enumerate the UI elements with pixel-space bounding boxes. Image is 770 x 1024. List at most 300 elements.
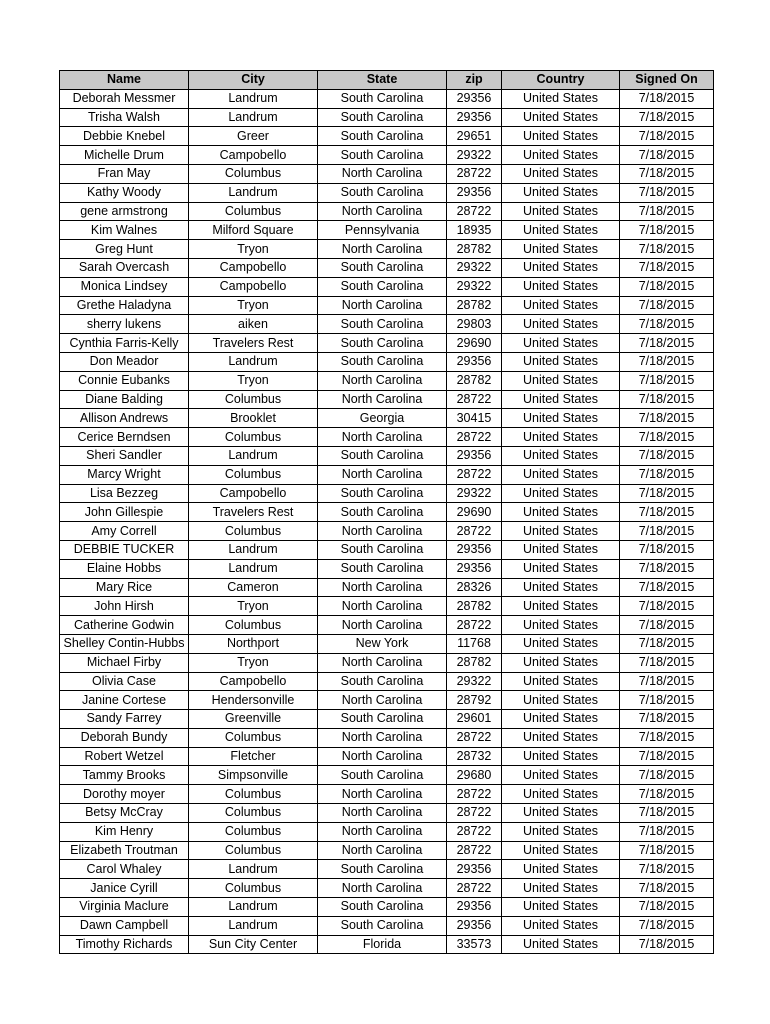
cell-signed-on: 7/18/2015 xyxy=(620,634,714,653)
cell-name: Tammy Brooks xyxy=(60,766,189,785)
cell-country: United States xyxy=(502,822,620,841)
cell-name: Sandy Farrey xyxy=(60,710,189,729)
cell-name: Janine Cortese xyxy=(60,691,189,710)
column-header-zip: zip xyxy=(447,71,502,90)
cell-city: Fletcher xyxy=(189,747,318,766)
cell-country: United States xyxy=(502,860,620,879)
cell-country: United States xyxy=(502,296,620,315)
cell-state: Florida xyxy=(318,935,447,954)
cell-country: United States xyxy=(502,465,620,484)
cell-state: South Carolina xyxy=(318,108,447,127)
cell-state: South Carolina xyxy=(318,258,447,277)
cell-zip: 29356 xyxy=(447,446,502,465)
cell-zip: 29680 xyxy=(447,766,502,785)
cell-zip: 29356 xyxy=(447,898,502,917)
cell-city: Landrum xyxy=(189,89,318,108)
cell-country: United States xyxy=(502,747,620,766)
table-row xyxy=(60,484,714,503)
cell-name: Elizabeth Troutman xyxy=(60,841,189,860)
cell-signed-on: 7/18/2015 xyxy=(620,540,714,559)
cell-name: Monica Lindsey xyxy=(60,277,189,296)
cell-state: South Carolina xyxy=(318,672,447,691)
cell-zip: 29601 xyxy=(447,710,502,729)
cell-zip: 29356 xyxy=(447,540,502,559)
cell-city: aiken xyxy=(189,315,318,334)
cell-zip: 29322 xyxy=(447,672,502,691)
cell-city: Sun City Center xyxy=(189,935,318,954)
cell-zip: 33573 xyxy=(447,935,502,954)
table-row xyxy=(60,465,714,484)
table-row xyxy=(60,108,714,127)
cell-zip: 29356 xyxy=(447,89,502,108)
cell-signed-on: 7/18/2015 xyxy=(620,202,714,221)
cell-state: South Carolina xyxy=(318,559,447,578)
cell-zip: 28722 xyxy=(447,879,502,898)
cell-zip: 28722 xyxy=(447,202,502,221)
cell-city: Tryon xyxy=(189,653,318,672)
cell-country: United States xyxy=(502,428,620,447)
cell-state: North Carolina xyxy=(318,578,447,597)
cell-country: United States xyxy=(502,183,620,202)
table-row xyxy=(60,672,714,691)
cell-city: Landrum xyxy=(189,352,318,371)
cell-country: United States xyxy=(502,879,620,898)
cell-country: United States xyxy=(502,935,620,954)
cell-zip: 28782 xyxy=(447,597,502,616)
cell-state: New York xyxy=(318,634,447,653)
table-row xyxy=(60,164,714,183)
table-row xyxy=(60,785,714,804)
cell-signed-on: 7/18/2015 xyxy=(620,804,714,823)
cell-zip: 29356 xyxy=(447,183,502,202)
cell-name: Deborah Messmer xyxy=(60,89,189,108)
table-row xyxy=(60,804,714,823)
table-row xyxy=(60,371,714,390)
cell-state: South Carolina xyxy=(318,183,447,202)
cell-name: Michelle Drum xyxy=(60,146,189,165)
cell-signed-on: 7/18/2015 xyxy=(620,428,714,447)
cell-city: Columbus xyxy=(189,879,318,898)
cell-name: Sarah Overcash xyxy=(60,258,189,277)
cell-signed-on: 7/18/2015 xyxy=(620,390,714,409)
cell-signed-on: 7/18/2015 xyxy=(620,559,714,578)
cell-zip: 28722 xyxy=(447,522,502,541)
cell-name: Olivia Case xyxy=(60,672,189,691)
cell-signed-on: 7/18/2015 xyxy=(620,597,714,616)
cell-zip: 29356 xyxy=(447,352,502,371)
table-row xyxy=(60,428,714,447)
cell-city: Greer xyxy=(189,127,318,146)
cell-zip: 28792 xyxy=(447,691,502,710)
cell-signed-on: 7/18/2015 xyxy=(620,653,714,672)
cell-signed-on: 7/18/2015 xyxy=(620,146,714,165)
cell-state: South Carolina xyxy=(318,484,447,503)
cell-name: Greg Hunt xyxy=(60,240,189,259)
table-row xyxy=(60,352,714,371)
cell-zip: 29356 xyxy=(447,559,502,578)
cell-signed-on: 7/18/2015 xyxy=(620,728,714,747)
table-row xyxy=(60,559,714,578)
cell-state: South Carolina xyxy=(318,898,447,917)
cell-signed-on: 7/18/2015 xyxy=(620,522,714,541)
cell-country: United States xyxy=(502,334,620,353)
table-row xyxy=(60,634,714,653)
cell-city: Landrum xyxy=(189,898,318,917)
cell-name: sherry lukens xyxy=(60,315,189,334)
cell-city: Columbus xyxy=(189,465,318,484)
column-header-city: City xyxy=(189,71,318,90)
cell-state: North Carolina xyxy=(318,164,447,183)
table-row xyxy=(60,841,714,860)
table-row xyxy=(60,747,714,766)
table-row xyxy=(60,277,714,296)
table-row xyxy=(60,728,714,747)
cell-country: United States xyxy=(502,653,620,672)
cell-city: Columbus xyxy=(189,804,318,823)
cell-state: South Carolina xyxy=(318,766,447,785)
cell-country: United States xyxy=(502,146,620,165)
cell-country: United States xyxy=(502,446,620,465)
cell-city: Greenville xyxy=(189,710,318,729)
cell-country: United States xyxy=(502,221,620,240)
cell-name: Janice Cyrill xyxy=(60,879,189,898)
cell-state: North Carolina xyxy=(318,841,447,860)
cell-state: South Carolina xyxy=(318,540,447,559)
cell-city: Columbus xyxy=(189,616,318,635)
cell-signed-on: 7/18/2015 xyxy=(620,879,714,898)
table-body xyxy=(60,89,714,954)
table-row xyxy=(60,446,714,465)
cell-state: North Carolina xyxy=(318,240,447,259)
column-header-state: State xyxy=(318,71,447,90)
cell-zip: 18935 xyxy=(447,221,502,240)
cell-name: Debbie Knebel xyxy=(60,127,189,146)
cell-signed-on: 7/18/2015 xyxy=(620,503,714,522)
cell-signed-on: 7/18/2015 xyxy=(620,465,714,484)
cell-zip: 29690 xyxy=(447,334,502,353)
table-row xyxy=(60,860,714,879)
cell-name: DEBBIE TUCKER xyxy=(60,540,189,559)
cell-signed-on: 7/18/2015 xyxy=(620,672,714,691)
cell-name: Lisa Bezzeg xyxy=(60,484,189,503)
cell-signed-on: 7/18/2015 xyxy=(620,766,714,785)
cell-zip: 29356 xyxy=(447,860,502,879)
cell-signed-on: 7/18/2015 xyxy=(620,334,714,353)
cell-name: John Gillespie xyxy=(60,503,189,522)
cell-name: Mary Rice xyxy=(60,578,189,597)
cell-signed-on: 7/18/2015 xyxy=(620,935,714,954)
cell-signed-on: 7/18/2015 xyxy=(620,898,714,917)
cell-zip: 29322 xyxy=(447,484,502,503)
table-row xyxy=(60,653,714,672)
cell-city: Landrum xyxy=(189,559,318,578)
cell-country: United States xyxy=(502,371,620,390)
table-row xyxy=(60,691,714,710)
cell-city: Tryon xyxy=(189,296,318,315)
cell-country: United States xyxy=(502,315,620,334)
cell-state: South Carolina xyxy=(318,503,447,522)
cell-name: Robert Wetzel xyxy=(60,747,189,766)
table-row xyxy=(60,879,714,898)
cell-country: United States xyxy=(502,634,620,653)
cell-name: Elaine Hobbs xyxy=(60,559,189,578)
cell-country: United States xyxy=(502,409,620,428)
table-row xyxy=(60,183,714,202)
cell-state: North Carolina xyxy=(318,428,447,447)
table-row xyxy=(60,390,714,409)
table-row xyxy=(60,334,714,353)
cell-name: gene armstrong xyxy=(60,202,189,221)
cell-name: Shelley Contin-Hubbs xyxy=(60,634,189,653)
cell-name: Grethe Haladyna xyxy=(60,296,189,315)
table-row xyxy=(60,127,714,146)
cell-name: Marcy Wright xyxy=(60,465,189,484)
cell-city: Milford Square xyxy=(189,221,318,240)
cell-city: Landrum xyxy=(189,108,318,127)
cell-city: Cameron xyxy=(189,578,318,597)
cell-city: Columbus xyxy=(189,522,318,541)
cell-city: Campobello xyxy=(189,146,318,165)
cell-country: United States xyxy=(502,258,620,277)
cell-state: North Carolina xyxy=(318,822,447,841)
cell-signed-on: 7/18/2015 xyxy=(620,446,714,465)
cell-country: United States xyxy=(502,559,620,578)
cell-signed-on: 7/18/2015 xyxy=(620,616,714,635)
cell-city: Columbus xyxy=(189,428,318,447)
cell-zip: 29322 xyxy=(447,258,502,277)
cell-zip: 29803 xyxy=(447,315,502,334)
cell-country: United States xyxy=(502,728,620,747)
cell-state: South Carolina xyxy=(318,710,447,729)
cell-city: Landrum xyxy=(189,916,318,935)
cell-city: Simpsonville xyxy=(189,766,318,785)
cell-name: Allison Andrews xyxy=(60,409,189,428)
cell-country: United States xyxy=(502,89,620,108)
cell-signed-on: 7/18/2015 xyxy=(620,183,714,202)
cell-state: North Carolina xyxy=(318,728,447,747)
cell-zip: 28722 xyxy=(447,390,502,409)
cell-country: United States xyxy=(502,616,620,635)
cell-state: South Carolina xyxy=(318,89,447,108)
cell-signed-on: 7/18/2015 xyxy=(620,221,714,240)
cell-name: Dorothy moyer xyxy=(60,785,189,804)
column-header-name: Name xyxy=(60,71,189,90)
table-row xyxy=(60,935,714,954)
cell-city: Columbus xyxy=(189,841,318,860)
cell-country: United States xyxy=(502,841,620,860)
table-row xyxy=(60,540,714,559)
table-row xyxy=(60,597,714,616)
table-row xyxy=(60,522,714,541)
cell-zip: 28782 xyxy=(447,296,502,315)
cell-zip: 29690 xyxy=(447,503,502,522)
cell-zip: 29322 xyxy=(447,146,502,165)
table-row xyxy=(60,89,714,108)
cell-name: Kathy Woody xyxy=(60,183,189,202)
cell-state: South Carolina xyxy=(318,446,447,465)
cell-city: Travelers Rest xyxy=(189,503,318,522)
table-row xyxy=(60,503,714,522)
cell-signed-on: 7/18/2015 xyxy=(620,785,714,804)
table-row xyxy=(60,202,714,221)
cell-state: Georgia xyxy=(318,409,447,428)
table-row xyxy=(60,616,714,635)
cell-state: North Carolina xyxy=(318,785,447,804)
cell-state: North Carolina xyxy=(318,804,447,823)
cell-city: Campobello xyxy=(189,672,318,691)
cell-signed-on: 7/18/2015 xyxy=(620,691,714,710)
cell-name: Kim Henry xyxy=(60,822,189,841)
cell-signed-on: 7/18/2015 xyxy=(620,484,714,503)
cell-country: United States xyxy=(502,108,620,127)
cell-name: Michael Firby xyxy=(60,653,189,672)
cell-zip: 29322 xyxy=(447,277,502,296)
cell-name: Trisha Walsh xyxy=(60,108,189,127)
cell-zip: 28722 xyxy=(447,616,502,635)
cell-state: North Carolina xyxy=(318,522,447,541)
cell-city: Campobello xyxy=(189,484,318,503)
cell-zip: 28782 xyxy=(447,371,502,390)
table-row xyxy=(60,240,714,259)
cell-name: Virginia Maclure xyxy=(60,898,189,917)
table-row xyxy=(60,409,714,428)
cell-signed-on: 7/18/2015 xyxy=(620,315,714,334)
cell-city: Landrum xyxy=(189,446,318,465)
cell-name: Betsy McCray xyxy=(60,804,189,823)
cell-signed-on: 7/18/2015 xyxy=(620,240,714,259)
cell-name: Cynthia Farris-Kelly xyxy=(60,334,189,353)
cell-country: United States xyxy=(502,164,620,183)
cell-country: United States xyxy=(502,202,620,221)
table-row xyxy=(60,296,714,315)
cell-name: Dawn Campbell xyxy=(60,916,189,935)
table-row xyxy=(60,315,714,334)
signatures-table xyxy=(59,70,714,954)
cell-country: United States xyxy=(502,916,620,935)
cell-name: Deborah Bundy xyxy=(60,728,189,747)
cell-state: North Carolina xyxy=(318,653,447,672)
cell-country: United States xyxy=(502,691,620,710)
cell-country: United States xyxy=(502,597,620,616)
cell-country: United States xyxy=(502,484,620,503)
cell-name: Sheri Sandler xyxy=(60,446,189,465)
cell-state: North Carolina xyxy=(318,879,447,898)
cell-zip: 28722 xyxy=(447,164,502,183)
cell-city: Columbus xyxy=(189,728,318,747)
cell-state: South Carolina xyxy=(318,277,447,296)
cell-signed-on: 7/18/2015 xyxy=(620,277,714,296)
cell-city: Columbus xyxy=(189,822,318,841)
cell-country: United States xyxy=(502,898,620,917)
table-row xyxy=(60,578,714,597)
cell-zip: 28782 xyxy=(447,653,502,672)
cell-country: United States xyxy=(502,578,620,597)
cell-zip: 28732 xyxy=(447,747,502,766)
cell-signed-on: 7/18/2015 xyxy=(620,164,714,183)
cell-city: Hendersonville xyxy=(189,691,318,710)
cell-signed-on: 7/18/2015 xyxy=(620,296,714,315)
cell-country: United States xyxy=(502,352,620,371)
cell-city: Columbus xyxy=(189,390,318,409)
table-row xyxy=(60,258,714,277)
cell-state: South Carolina xyxy=(318,146,447,165)
cell-zip: 28722 xyxy=(447,728,502,747)
cell-country: United States xyxy=(502,522,620,541)
cell-zip: 28722 xyxy=(447,428,502,447)
cell-state: North Carolina xyxy=(318,390,447,409)
table-row xyxy=(60,146,714,165)
cell-city: Northport xyxy=(189,634,318,653)
table-row xyxy=(60,766,714,785)
table-row xyxy=(60,916,714,935)
cell-zip: 28722 xyxy=(447,841,502,860)
cell-state: Pennsylvania xyxy=(318,221,447,240)
cell-state: North Carolina xyxy=(318,747,447,766)
table-row xyxy=(60,898,714,917)
cell-city: Brooklet xyxy=(189,409,318,428)
cell-signed-on: 7/18/2015 xyxy=(620,352,714,371)
cell-zip: 30415 xyxy=(447,409,502,428)
cell-zip: 28722 xyxy=(447,785,502,804)
cell-country: United States xyxy=(502,672,620,691)
cell-zip: 28722 xyxy=(447,465,502,484)
cell-city: Landrum xyxy=(189,860,318,879)
cell-zip: 28722 xyxy=(447,822,502,841)
table-row xyxy=(60,710,714,729)
cell-country: United States xyxy=(502,127,620,146)
cell-signed-on: 7/18/2015 xyxy=(620,747,714,766)
cell-zip: 29356 xyxy=(447,916,502,935)
cell-signed-on: 7/18/2015 xyxy=(620,822,714,841)
cell-name: Carol Whaley xyxy=(60,860,189,879)
column-header-signed-on: Signed On xyxy=(620,71,714,90)
cell-zip: 29651 xyxy=(447,127,502,146)
cell-signed-on: 7/18/2015 xyxy=(620,89,714,108)
cell-state: North Carolina xyxy=(318,691,447,710)
cell-state: North Carolina xyxy=(318,597,447,616)
cell-state: North Carolina xyxy=(318,371,447,390)
cell-name: Kim Walnes xyxy=(60,221,189,240)
cell-name: Cerice Berndsen xyxy=(60,428,189,447)
cell-state: North Carolina xyxy=(318,296,447,315)
cell-city: Tryon xyxy=(189,371,318,390)
cell-zip: 28326 xyxy=(447,578,502,597)
cell-zip: 29356 xyxy=(447,108,502,127)
table-row xyxy=(60,822,714,841)
cell-signed-on: 7/18/2015 xyxy=(620,841,714,860)
cell-state: South Carolina xyxy=(318,860,447,879)
cell-state: North Carolina xyxy=(318,465,447,484)
cell-city: Landrum xyxy=(189,540,318,559)
cell-zip: 28782 xyxy=(447,240,502,259)
cell-country: United States xyxy=(502,804,620,823)
cell-city: Columbus xyxy=(189,785,318,804)
cell-signed-on: 7/18/2015 xyxy=(620,108,714,127)
cell-signed-on: 7/18/2015 xyxy=(620,578,714,597)
cell-signed-on: 7/18/2015 xyxy=(620,860,714,879)
cell-country: United States xyxy=(502,390,620,409)
cell-country: United States xyxy=(502,540,620,559)
table-row xyxy=(60,221,714,240)
cell-name: Timothy Richards xyxy=(60,935,189,954)
cell-state: South Carolina xyxy=(318,315,447,334)
cell-state: South Carolina xyxy=(318,352,447,371)
cell-name: John Hirsh xyxy=(60,597,189,616)
column-header-country: Country xyxy=(502,71,620,90)
cell-city: Campobello xyxy=(189,277,318,296)
cell-zip: 11768 xyxy=(447,634,502,653)
cell-city: Columbus xyxy=(189,164,318,183)
